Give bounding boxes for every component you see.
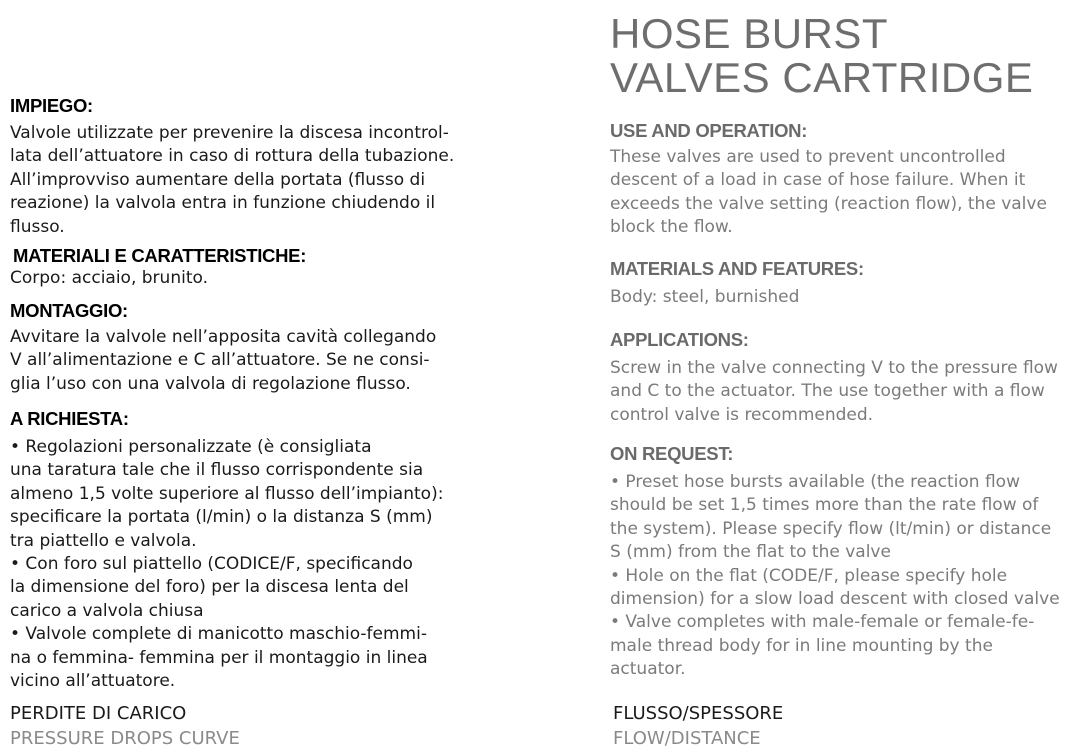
title-line-2: VALVES CARTRIDGE	[610, 54, 1034, 101]
applications-heading: APPLICATIONS:	[610, 329, 749, 350]
impiego-text: Valvole utilizzate per prevenire la discesa incontrol- lata dell’attuatore in caso di rottura della tubazione. All’improvviso aumentare della portata (flusso di reazione) la valvola entra in funzione chiudendo il flusso.	[10, 123, 455, 237]
materials-heading: MATERIALS AND FEATURES:	[610, 258, 864, 279]
request-text: • Preset hose bursts available (the reaction flow should be set 1,5 times more than the rate flow of the system). Please specify flow (lt/min) or distance S (mm) from the flat to the valve • Hole on the flat (CODE/F, please specify hole dimension) for a slow load descent with closed valve • Valve completes with male-female or female-fe- male thread body for in line mounting by the actuator.	[610, 472, 1060, 680]
impiego-heading: IMPIEGO:	[10, 95, 93, 116]
montaggio-text: Avvitare la valvole nell’apposita cavità collegando V all’alimentazione e C all’attuatore. Se ne consi- glia l’uso con una valvola di regolazione flusso.	[10, 327, 437, 394]
use-text: These valves are used to prevent uncontrolled descent of a load in case of hose failure. When it exceeds the valve setting (reaction flow), the valve block the flow.	[610, 147, 1047, 238]
montaggio-heading: MONTAGGIO:	[10, 300, 128, 321]
materiali-heading: MATERIALI E CARATTERISTICHE:	[13, 245, 307, 266]
materiali-text: Corpo: acciaio, brunito.	[10, 268, 208, 288]
materials-text: Body: steel, burnished	[610, 287, 800, 307]
flow-distance-label-it: FLUSSO/SPESSORE	[613, 703, 784, 724]
richiesta-text: • Regolazioni personalizzate (è consigliata una taratura tale che il flusso corrispondente sia almeno 1,5 volte superiore al flusso dell’impianto): specificare la portata (l/min) o la distanza S (mm) tra piattello e valvola. • Con foro sul piattello (CODICE/F, specificando la dimensione del foro) per la discesa lenta del carico a valvola chiusa • Valvole complete di manicotto maschio-femmi- na o femmina- femmina per il montaggio in linea vicino all’attuatore.	[10, 437, 444, 692]
flow-distance-label-en: FLOW/DISTANCE	[613, 728, 761, 749]
richiesta-heading: A RICHIESTA:	[10, 408, 129, 429]
title-line-1: HOSE BURST	[610, 10, 889, 57]
pressure-drops-label-it: PERDITE DI CARICO	[10, 703, 187, 724]
use-heading: USE AND OPERATION:	[610, 120, 808, 141]
request-heading: ON REQUEST:	[610, 443, 734, 464]
pressure-drops-label-en: PRESSURE DROPS CURVE	[10, 728, 240, 749]
page-title	[610, 12, 1033, 100]
applications-text: Screw in the valve connecting V to the pressure flow and C to the actuator. The use together with a flow control valve is recommended.	[610, 358, 1058, 425]
